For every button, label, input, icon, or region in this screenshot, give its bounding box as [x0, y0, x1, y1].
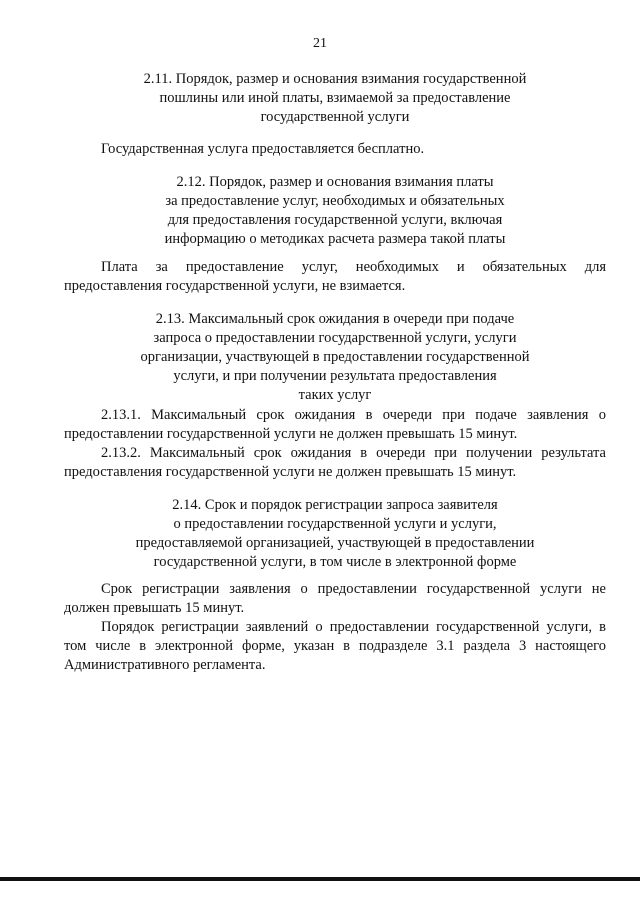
heading-line: за предоставление услуг, необходимых и обязательных [165, 193, 505, 209]
heading-line: государственной услуги, в том числе в электронной форме [153, 554, 517, 570]
heading-line: услуги, и при получении результата предоставления [173, 368, 497, 384]
heading-line: о предоставлении государственной услуги и услуги, [173, 516, 497, 532]
heading-line: пошлины или иной платы, взимаемой за предоставление [159, 90, 511, 106]
heading-line: информацию о методиках расчета размера такой платы [164, 231, 506, 247]
section-2-12-body: Плата за предоставление услуг, необходимых и обязательных для предоставления государственной услуги, не взимается. [64, 259, 606, 294]
heading-line: 2.11. Порядок, размер и основания взимания государственной [143, 71, 527, 87]
section-2-11-heading [64, 70, 606, 127]
heading-line: запроса о предоставлении государственной услуги, услуги [153, 330, 517, 346]
section-2-11-body: Государственная услуга предоставляется бесплатно. [101, 141, 425, 157]
section-2-14-paragraph-2: Порядок регистрации заявлений о предоставлении государственной услуги, в том числе в электронной форме, указан в подразделе 3.1 раздела 3 настоящего Административного регламента. [64, 619, 606, 673]
heading-line: таких услуг [298, 387, 372, 403]
heading-line: 2.13. Максимальный срок ожидания в очереди при подаче [155, 311, 515, 327]
heading-line: для предоставления государственной услуги, включая [167, 212, 503, 228]
heading-line: 2.12. Порядок, размер и основания взимания платы [176, 174, 494, 190]
section-2-13-1-paragraph: 2.13.1. Максимальный срок ожидания в очереди при подаче заявления о предоставлении государственной услуги не должен превышать 15 минут. [64, 407, 606, 442]
heading-line: предоставляемой организацией, участвующей в предоставлении [135, 535, 535, 551]
heading-line: 2.14. Срок и порядок регистрации запроса заявителя [172, 497, 498, 513]
section-2-12-heading [64, 173, 606, 249]
section-2-13-heading [64, 310, 606, 405]
section-2-13-2-paragraph: 2.13.2. Максимальный срок ожидания в очереди при получении результата предоставления государственной услуги не должен превышать 15 минут. [64, 445, 606, 480]
bottom-divider [0, 877, 640, 881]
heading-line: организации, участвующей в предоставлении государственной [140, 349, 530, 365]
heading-line: государственной услуги [260, 109, 410, 125]
section-2-14-paragraph-1: Срок регистрации заявления о предоставлении государственной услуги не должен превышать 15 минут. [64, 581, 606, 616]
section-2-14-heading [64, 496, 606, 572]
page-number: 21 [313, 36, 327, 51]
